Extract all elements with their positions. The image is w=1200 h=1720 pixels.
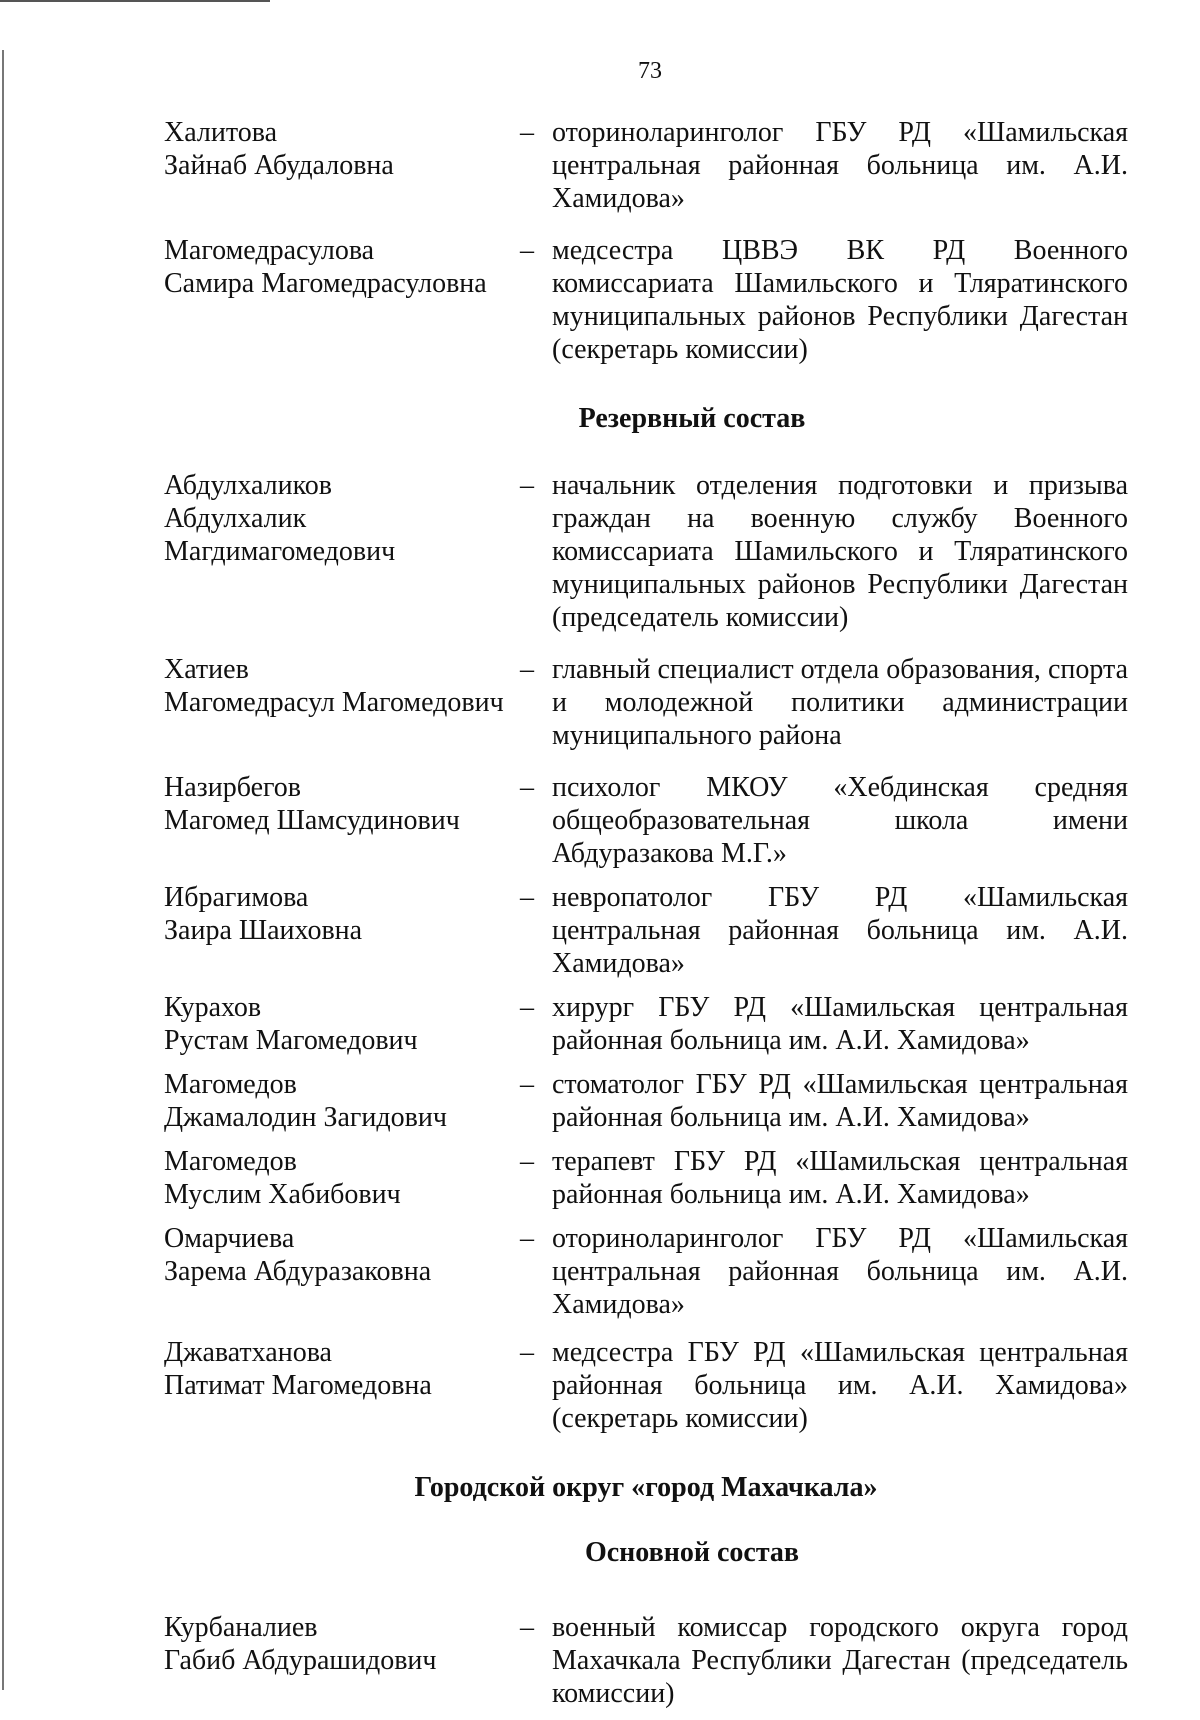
member-name (164, 991, 520, 1057)
member-given-names: Заира Шаиховна (164, 915, 363, 946)
member-surname: Назирбегов (164, 772, 302, 803)
member-position: оториноларинголог ГБУ РД «Шамильская центральная районная больница им. А.И. Хамидова» (552, 1223, 1128, 1320)
dash: – (520, 772, 534, 803)
member-position: хирург ГБУ РД «Шамильская центральная районная больница им. А.И. Хамидова» (552, 992, 1128, 1056)
member-name (164, 1611, 520, 1710)
dash: – (520, 470, 534, 501)
member-name (164, 234, 520, 366)
member-given-names: Рустам Магомедович (164, 1025, 418, 1056)
member-name (164, 1336, 520, 1435)
section-heading: Основной состав (584, 1537, 800, 1568)
member-position: медсестра ГБУ РД «Шамильская центральная районная больница им. А.И. Хамидова» (секретарь комиссии) (552, 1337, 1128, 1434)
member-entry (164, 1145, 1128, 1211)
member-entry (164, 881, 1128, 980)
dash: – (520, 992, 534, 1023)
member-position: начальник отделения подготовки и призыва граждан на военную службу Военного комиссариата Шамильского и Тляратинского муниципальных районов Республики Дагестан (председатель комиссии) (552, 470, 1128, 633)
scan-edge-top (0, 0, 270, 2)
member-name (164, 653, 520, 752)
member-surname: Магомедов (164, 1146, 297, 1177)
page-number: 73 (638, 58, 662, 84)
member-name (164, 1222, 520, 1321)
member-surname: Омарчиева (164, 1223, 295, 1254)
member-given-names: Габиб Абдурашидович (164, 1645, 437, 1676)
member-entry (164, 1336, 1128, 1435)
dash: – (520, 654, 534, 685)
member-given-names: Магомед Шамсудинович (164, 805, 460, 836)
member-surname: Абдулхаликов (164, 470, 332, 501)
section-heading: Резервный состав (578, 403, 806, 434)
member-surname: Курбаналиев (164, 1612, 318, 1643)
member-name (164, 771, 520, 870)
member-position: терапевт ГБУ РД «Шамильская центральная районная больница им. А.И. Хамидова» (552, 1146, 1128, 1210)
member-entry (164, 1068, 1128, 1134)
member-position: оториноларинголог ГБУ РД «Шамильская центральная районная больница им. А.И. Хамидова» (552, 117, 1128, 214)
dash: – (520, 117, 534, 148)
scan-edge-left (2, 50, 4, 1690)
member-position: медсестра ЦВВЭ ВК РД Военного комиссариата Шамильского и Тляратинского муниципальных районов Республики Дагестан (секретарь комиссии) (552, 235, 1128, 365)
member-position: главный специалист отдела образования, спорта и молодежной политики администрации муниципального района (552, 654, 1128, 751)
member-given-names: Магомедрасул Магомедович (164, 687, 504, 718)
member-surname: Магомедрасулова (164, 235, 375, 266)
member-entry (164, 991, 1128, 1057)
document-body (164, 116, 1128, 1710)
member-given-names: Джамалодин Загидович (164, 1102, 447, 1133)
dash: – (520, 1146, 534, 1177)
dash: – (520, 1337, 534, 1368)
member-entry (164, 234, 1128, 366)
member-surname: Джаватханова (164, 1337, 332, 1368)
member-given-names: Зарема Абдуразаковна (164, 1256, 432, 1287)
member-entry (164, 653, 1128, 752)
member-entry (164, 1222, 1128, 1321)
dash: – (520, 1223, 534, 1254)
member-position: психолог МКОУ «Хебдинская средняя общеобразовательная школа имени Абдуразакова М.Г.» (552, 772, 1128, 869)
member-surname: Магомедов (164, 1069, 297, 1100)
member-name (164, 116, 520, 215)
member-given-names: Самира Магомедрасуловна (164, 268, 487, 299)
member-patronymic: Магдимагомедович (164, 536, 396, 567)
member-position: стоматолог ГБУ РД «Шамильская центральная районная больница им. А.И. Хамидова» (552, 1069, 1128, 1133)
member-given-names: Муслим Хабибович (164, 1179, 401, 1210)
member-name (164, 469, 520, 634)
dash: – (520, 1069, 534, 1100)
member-entry (164, 1611, 1128, 1710)
member-name (164, 1068, 520, 1134)
member-entry (164, 771, 1128, 870)
member-surname: Халитова (164, 117, 277, 148)
member-name (164, 881, 520, 980)
dash: – (520, 235, 534, 266)
district-heading: Городской округ «город Махачкала» (414, 1472, 878, 1503)
dash: – (520, 1612, 534, 1643)
member-given-names: Зайнаб Абудаловна (164, 150, 394, 181)
member-entry (164, 469, 1128, 634)
member-given-names: Патимат Магомедовна (164, 1370, 432, 1401)
member-position: невропатолог ГБУ РД «Шамильская центральная районная больница им. А.И. Хамидова» (552, 882, 1128, 979)
dash: – (520, 882, 534, 913)
member-position: военный комиссар городского округа город Махачкала Республики Дагестан (председатель комиссии) (552, 1612, 1128, 1709)
member-surname: Ибрагимова (164, 882, 309, 913)
member-surname: Хатиев (164, 654, 249, 685)
member-given-names: Абдулхалик (164, 503, 307, 534)
member-entry (164, 116, 1128, 215)
member-surname: Курахов (164, 992, 262, 1023)
member-name (164, 1145, 520, 1211)
